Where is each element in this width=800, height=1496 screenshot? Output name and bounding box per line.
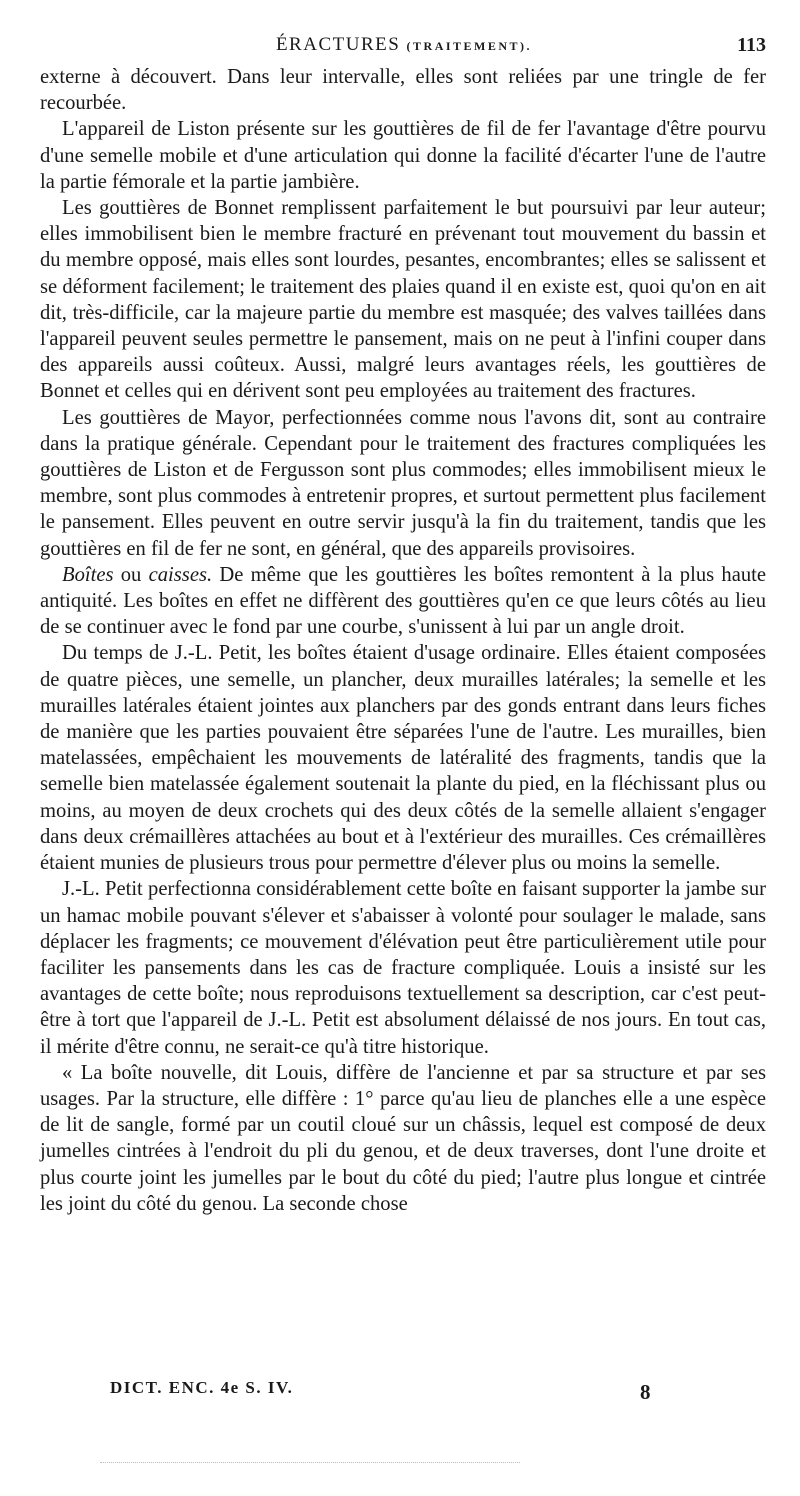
page-header xyxy=(40,34,768,60)
boites-term: Boîtes xyxy=(62,563,114,586)
page-number: 113 xyxy=(737,34,766,56)
paragraph-petit-time: Du temps de J.-L. Petit, les boîtes étaient d'usage ordinaire. Elles étaient composées de quatre pièces, une semelle, un plancher, deux murailles latérales; la semelle et les murailles latérales étaient jointes aux planchers par des gonds entrant dans leurs fiches de manière que les parties pouvaient être séparées l'une de l'autre. Les murailles, bien matelassées, empêchaient les mouvements de latéralité des fragments, tandis que la semelle bien matelassée également soutenait la plante du pied, en la fléchissant plus ou moins, au moyen de deux crochets qui des deux côtés de la semelle allaient s'engager dans deux crémaillères attachées au bout et à l'extérieur des murailles. Ces crémaillères étaient munies de plusieurs trous pour permettre d'élever plus ou moins la semelle. xyxy=(40,642,766,875)
running-title xyxy=(40,34,768,56)
caisses-term: caisses. xyxy=(148,563,213,586)
paragraph-liston: L'appareil de Liston présente sur les gouttières de fil de fer l'avantage d'être pourvu d'une semelle mobile et d'une articulation qui donne la facilité d'écarter l'une de l'autre la partie fémorale et la partie jambière. xyxy=(40,118,766,193)
paragraph-mayor: Les gouttières de Mayor, perfectionnées comme nous l'avons dit, sont au contraire dans la pratique générale. Cependant pour le traitement des fractures compliquées les gouttières de Liston et de Fergusson sont plus commodes; elles immobilisent mieux le membre, sont plus commodes à entretenir propres, et surtout permettent plus facilement le pansement. Elles peuvent en outre servir jusqu'à la fin du traitement, tandis que les gouttières en fil de fer ne sont, en général, que des appareils provisoires. xyxy=(40,406,766,560)
body-text xyxy=(40,64,766,1217)
paragraph-boites xyxy=(40,562,766,641)
paragraph-louis-quote: « La boîte nouvelle, dit Louis, diffère de l'ancienne et par sa structure et par ses usages. Par la structure, elle diffère : 1° parce qu'au lieu de planches elle a une espèce de lit de sangle, formé par un coutil cloué sur un châssis, lequel est composé de deux jumelles cintrées à l'endroit du pli du genou, et de deux traverses, dont l'une droite et plus courte joint les jumelles par le bout du côté du pied; l'autre plus longue et cintrée les joint du côté du genou. La seconde chose xyxy=(40,1061,766,1215)
running-title-main: ÉRACTURES xyxy=(275,34,401,55)
paragraph-bonnet: Les gouttières de Bonnet remplissent parfaitement le but poursuivi par leur auteur; elles immobilisent bien le membre fracturé en prévenant tout mouvement du bassin et du membre opposé, mais elles sont lourdes, pesantes, encombrantes; elles se salissent et se déforment facilement; le traitement des plaies quand il en existe est, quoi qu'on en ait dit, très-difficile, car la majeure partie du membre est masquée; des valves taillées dans l'appareil peuvent seules permettre le pansement, mais on ne peut à l'infini couper dans des appareils aussi coûteux. Aussi, malgré leurs avantages réels, les gouttières de Bonnet et celles qui en dérivent sont peu employées au traitement des fractures. xyxy=(40,197,766,403)
running-title-sub: (TRAITEMENT). xyxy=(406,39,533,53)
printer-signature: DICT. ENC. 4e S. IV. xyxy=(110,1378,294,1397)
bleed-through-line xyxy=(100,1462,520,1467)
signature-number: 8 xyxy=(640,1380,651,1404)
paragraph-petit-perfection: J.-L. Petit perfectionna considérablement cette boîte en faisant supporter la jambe sur un hamac mobile pouvant s'élever et s'abaisser à volonté pour soulager le malade, sans déplacer les fragments; ce mouvement d'élévation peut être particulièrement utile pour faciliter les pansements dans les cas de fracture compliquée. Louis a insisté sur les avantages de cette boîte; nous reproduisons textuellement sa description, car c'est peut-être à tort que l'appareil de J.-L. Petit est absolument délaissé de nos jours. En tout cas, il mérite d'être connu, ne serait-ce qu'à titre historique. xyxy=(40,878,766,1058)
boites-rest: De même que les gouttières les boîtes remontent à la plus haute antiquité. Les boîtes en effet ne diffèrent des gouttières qu'en ce que leurs côtés au lieu de se continuer avec le fond par une courbe, s'unissent à lui par un angle droit. xyxy=(40,563,767,639)
paragraph-continued: externe à découvert. Dans leur intervalle, elles sont reliées par une tringle de fer recourbée. xyxy=(40,66,766,115)
boites-ou: ou xyxy=(113,563,149,586)
page-footer xyxy=(110,1378,690,1406)
